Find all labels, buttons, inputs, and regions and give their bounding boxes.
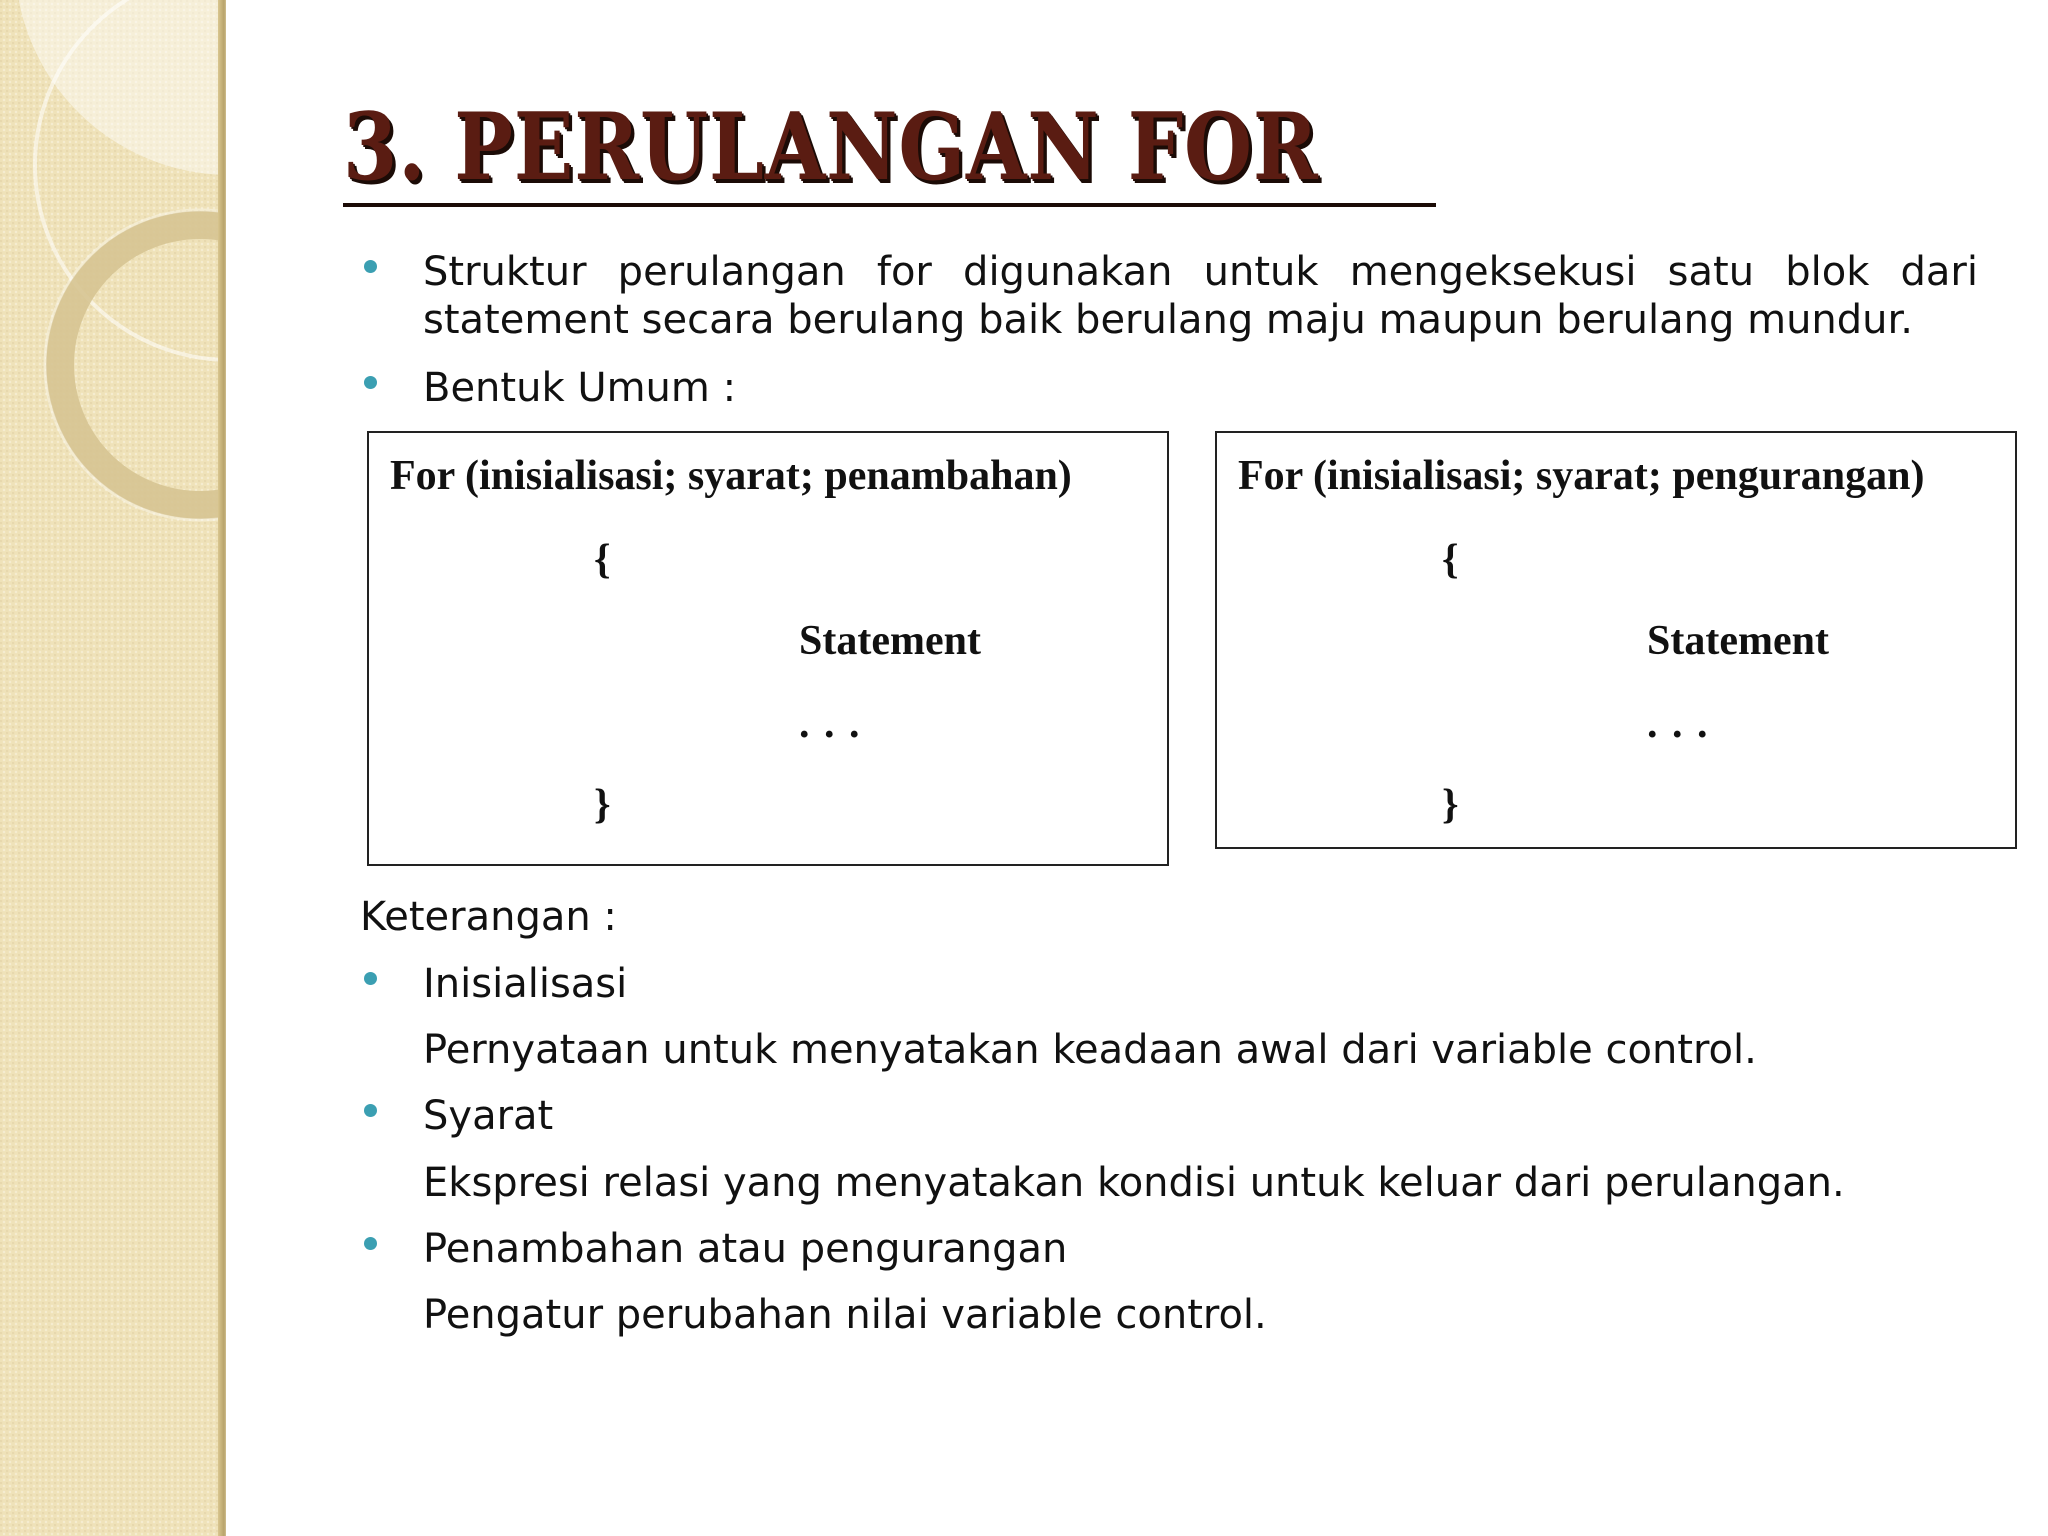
bullet-dot xyxy=(364,376,377,389)
bullet-dot xyxy=(364,260,377,273)
definition-desc: Pernyataan untuk menyatakan keadaan awal dari variable control. xyxy=(423,1027,1757,1073)
definition-term: Inisialisasi xyxy=(423,961,628,1007)
definition-term: Penambahan atau pengurangan xyxy=(423,1226,1068,1272)
code-statement: Statement xyxy=(799,618,981,664)
code-close-brace: } xyxy=(1442,782,1459,828)
sidebar-edge xyxy=(218,0,226,1536)
code-ellipsis: . . . xyxy=(799,701,862,747)
slide-title: 3. PERULANGAN FOR xyxy=(343,92,1319,201)
definition-term: Syarat xyxy=(423,1093,554,1139)
code-box-increment xyxy=(367,431,1169,866)
definition-desc: Pengatur perubahan nilai variable control. xyxy=(423,1292,1267,1338)
bullet-dot xyxy=(364,1237,377,1250)
bullet-dot xyxy=(364,1104,377,1117)
title-underline xyxy=(343,203,1436,207)
code-ellipsis: . . . xyxy=(1647,701,1710,747)
sidebar-rings-ornament xyxy=(0,0,226,1536)
code-open-brace: { xyxy=(1442,537,1459,583)
bentuk-umum-label: Bentuk Umum : xyxy=(423,365,737,411)
decorative-sidebar xyxy=(0,0,226,1536)
keterangan-label: Keterangan : xyxy=(360,894,617,940)
code-statement: Statement xyxy=(1647,618,1829,664)
code-close-brace: } xyxy=(594,782,611,828)
definition-desc: Ekspresi relasi yang menyatakan kondisi untuk keluar dari perulangan. xyxy=(423,1160,1845,1206)
code-open-brace: { xyxy=(594,537,611,583)
code-box-decrement xyxy=(1215,431,2017,849)
code-header: For (inisialisasi; syarat; penambahan) xyxy=(390,453,1072,499)
code-header: For (inisialisasi; syarat; pengurangan) xyxy=(1238,453,1925,499)
bullet-dot xyxy=(364,972,377,985)
intro-paragraph: Struktur perulangan for digunakan untuk mengeksekusi satu blok dari statement secara berulang baik berulang maju maupun berulang mundur. xyxy=(423,249,1978,343)
